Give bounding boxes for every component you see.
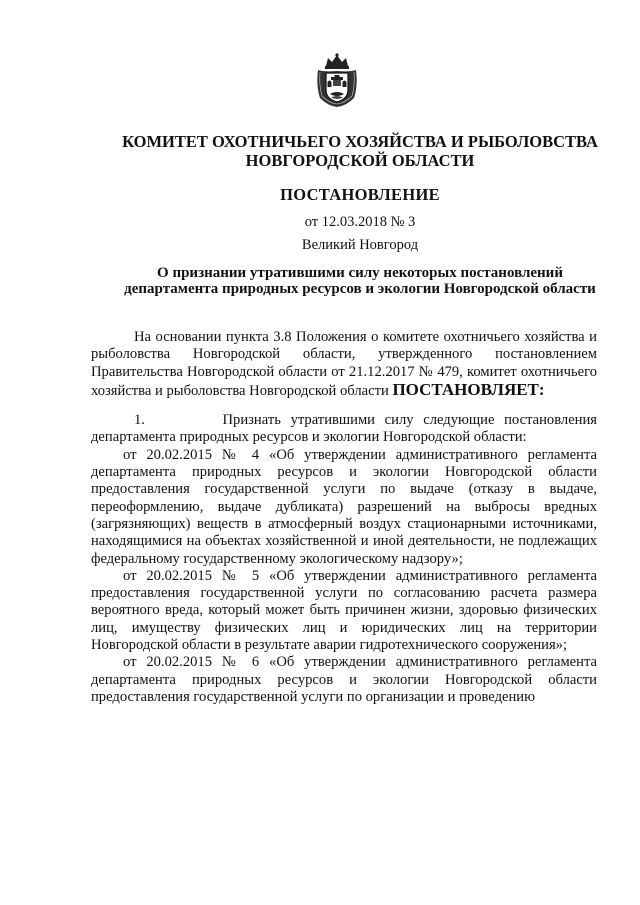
document-date-number: от 12.03.2018 № 3 bbox=[304, 214, 416, 230]
resolves-word: ПОСТАНОВЛЯЕТ bbox=[392, 379, 539, 399]
act-2-paragraph: от 20.02.2015 № 5 «Об утверждении административного регламента предоставления государственной услуги по согласованию расчета размера вероятного вреда, который может быть причинен жизни, здоровью физических лиц, имуществу физических лиц и юридических лиц на территории Новгородской области в результате аварии гидротехнического сооружения»; bbox=[91, 567, 597, 654]
item-1-paragraph bbox=[91, 412, 597, 447]
item-1-number: 1. bbox=[134, 412, 145, 429]
preamble-text: На основании пункта 3.8 Положения о комитете охотничьего хозяйства и рыболовства Новгородской области, утвержденного постановлением Правительства Новгородской области от 21.12.2017 № 479, комитет охотничьего хозяйства и рыболовства Новгородской области bbox=[91, 329, 597, 399]
organization-name-line1: КОМИТЕТ ОХОТНИЧЬЕГО ХОЗЯЙСТВА И РЫБОЛОВСТВА bbox=[122, 132, 598, 151]
item-1-text: Признать утратившими силу следующие постановления департамента природных ресурсов и экологии Новгородской области: bbox=[91, 412, 598, 446]
novgorod-coat-of-arms-icon bbox=[314, 52, 360, 108]
organization-name-line2: НОВГОРОДСКОЙ ОБЛАСТИ bbox=[245, 151, 475, 170]
document-city: Великий Новгород bbox=[301, 237, 419, 253]
document-subject-line1: О признании утратившими силу некоторых постановлений bbox=[157, 265, 563, 281]
document-subject-line2: департамента природных ресурсов и экологии Новгородской области bbox=[124, 281, 596, 297]
act-1-paragraph: от 20.02.2015 № 4 «Об утверждении административного регламента департамента природных ресурсов и экологии Новгородской области предоставления государственной услуги по выдаче (отказу в выдаче, переоформлению, выдаче дубликата) разрешений на выбросы вредных (загрязняющих) веществ в атмосферный воздух стационарными источниками, находящимися на объектах хозяйственной и иной деятельности, не подлежащих федеральному государственному экологическому надзору»; bbox=[91, 446, 597, 567]
document-subject bbox=[80, 265, 640, 297]
preamble-paragraph bbox=[91, 329, 597, 400]
document-type: ПОСТАНОВЛЕНИЕ bbox=[280, 185, 440, 204]
act-3-paragraph: от 20.02.2015 № 6 «Об утверждении административного регламента департамента природных ресурсов и экологии Новгородской области предоставления государственной услуги по организации и проведению bbox=[91, 654, 597, 705]
organization-name bbox=[80, 132, 640, 170]
document-body bbox=[91, 329, 597, 706]
resolves-colon: : bbox=[538, 379, 545, 399]
